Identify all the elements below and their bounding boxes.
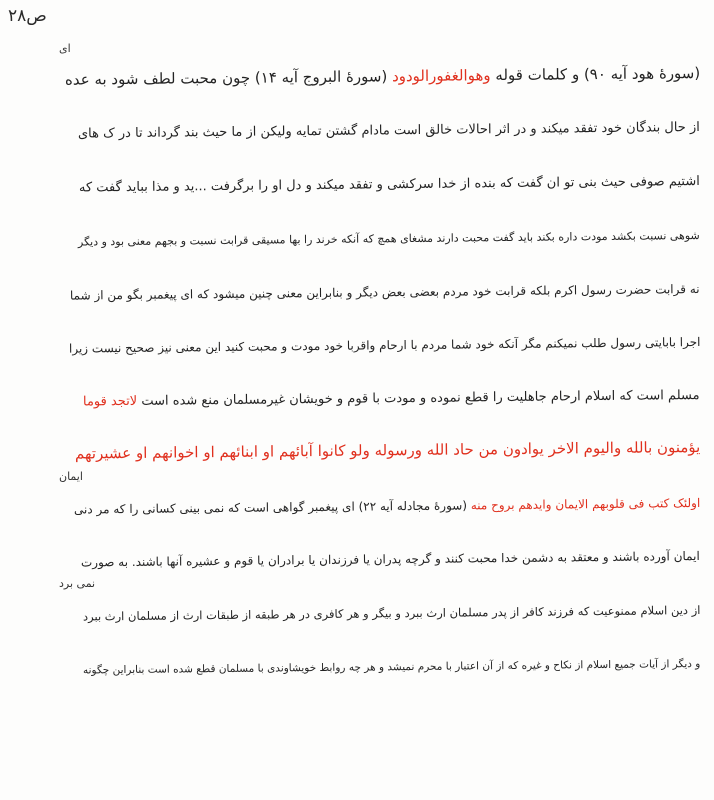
body-text: اشتیم صوفی حیث بنی تو ان گفت که بنده از خدا سرکشی و تفقد میکند و دل او را برگرفت ...ید و مذا بباید گفت که	[78, 173, 700, 196]
quran-verse-text: یؤمنون بالله والیوم الاخر یوادون من حاد الله ورسوله ولو کانوا آبائهم او ابنائهم او اخوانهم او عشیرتهم	[74, 438, 700, 463]
line-text	[83, 388, 700, 409]
text-line	[55, 522, 700, 576]
text-line	[55, 254, 700, 308]
body-text: (سورهٔ مجادله آیه ۲۲) ای پیغمبر گواهی است که نمی بینی کسانی را که مر دنی	[73, 497, 471, 517]
quran-verse-text: اولئک کتب فی قلوبهم الایمان وایدهم بروح منه	[470, 495, 700, 512]
body-text: مسلم است که اسلام ارحام جاهلیت را قطع نموده و مودت با قوم و خویشان غیرمسلمان منع شده است	[137, 387, 700, 409]
line-text	[65, 64, 700, 89]
text-line	[55, 415, 700, 469]
line-text	[78, 120, 700, 142]
body-text: از حال بندگان خود تفقد میکند و در اثر احالات خالق است مادام گشتن تمایه ولیکن از ما حیث بند گرداند تا در ک های	[78, 120, 700, 142]
line-text	[82, 603, 700, 623]
quran-verse-text: وهوالغفورالودود	[391, 65, 491, 85]
text-line	[55, 40, 700, 94]
interlinear-note: نمی برد	[59, 577, 96, 590]
body-text: نه قرابت حضرت رسول اکرم بلکه قرابت خود مردم بعضی بعض دیگر و بنابراین معنی چنین میشود که ای پیغمبر بگو من از شما	[70, 281, 700, 303]
text-body	[55, 40, 700, 682]
line-text	[79, 174, 700, 196]
text-line	[55, 575, 700, 629]
line-text	[78, 229, 700, 249]
body-text: ایمان آورده باشند و معتقد به دشمن خدا محبت کنند و گرچه پدران یا فرزندان یا برادران یا قوم و عشیره آنها باشند. به صورت	[81, 549, 700, 570]
line-text	[83, 658, 700, 676]
interlinear-note: ای	[59, 42, 71, 55]
text-line	[55, 468, 700, 522]
line-text	[74, 496, 700, 517]
body-text: (سورهٔ هود آیه ۹۰) و کلمات قوله	[490, 63, 700, 84]
body-text: اجرا بابایتی رسول طلب نمیکنم مگر آنکه خود شما مردم با ارحام واقربا خود مودت و محبت کنید این معنی نیز صحیح نیست زیرا	[68, 335, 700, 356]
body-text: از دین اسلام ممنوعیت که فرزند کافر از پدر مسلمان ارث ببرد و بیگر و هر کافری در هر طبقه از طبقات ارث از مسلمان ارث ببرد	[82, 602, 700, 623]
line-text	[75, 438, 700, 463]
text-line	[55, 361, 700, 415]
text-line	[55, 629, 700, 683]
body-text: و دیگر از آیات جمیع اسلام از نکاح و غیره که از آن اعتبار با محرم نمیشد و هر چه روابط خویشاوندی با مسلمان قطع شده است بنابراین چگونه	[82, 658, 700, 677]
text-line	[55, 94, 700, 148]
text-line	[55, 201, 700, 255]
line-text	[68, 335, 700, 356]
text-line	[55, 308, 700, 362]
page-number: ص۲۸	[8, 6, 47, 26]
line-text	[81, 549, 700, 569]
body-text: (سورهٔ البروج آیه ۱۴) چون محبت لطف شود به عده	[64, 66, 392, 89]
text-line	[55, 147, 700, 201]
body-text: شوهی نسبت بکشد مودت داره بکند باید گفت محبت دارند مشغای همچ که آنکه خرند را بها مسیقی قرابت نسبت و بجهم معنی بود و دیگر	[78, 229, 700, 249]
quran-verse-text: لاتجد قوما	[83, 393, 138, 409]
line-text	[70, 282, 700, 303]
interlinear-note: ایمان	[59, 470, 83, 483]
